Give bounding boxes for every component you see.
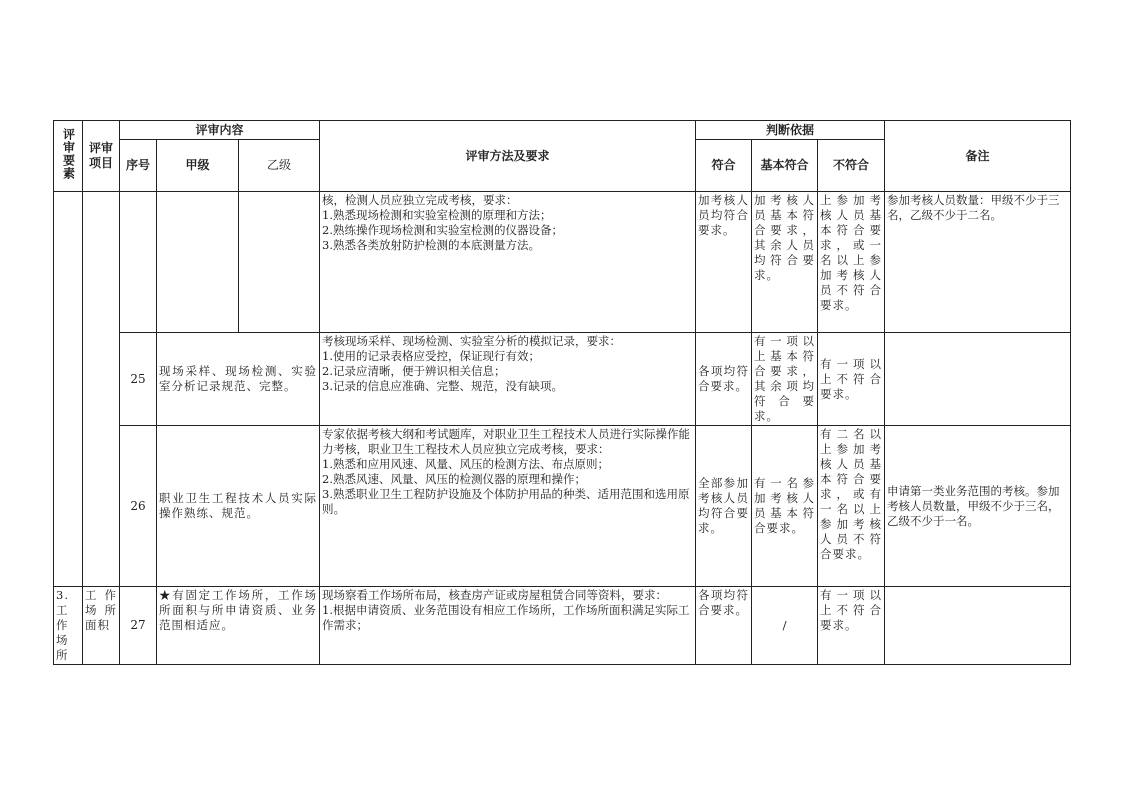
jiben-cell: 有一项以上基本符合要求，其余项均符合要求。 [752, 333, 818, 426]
method-cell: 核，检测人员应独立完成考核，要求： 1.熟悉现场检测和实验室检测的原理和方法； 2.熟练操作现场检测和实验室检测的仪器设备； 3.熟悉各类放射防护检测的本底测量方法。 [320, 192, 696, 333]
element-cell [54, 192, 83, 587]
bufuhe-cell: 有一项以上不符合要求。 [818, 333, 885, 426]
header-jiben: 基本符合 [752, 140, 818, 192]
header-fuhe: 符合 [696, 140, 752, 192]
jia-cell [157, 192, 239, 333]
review-table [53, 120, 1071, 665]
remark-cell [885, 587, 1071, 665]
remark-cell: 参加考核人员数量：甲级不少于三名，乙级不少于二名。 [885, 192, 1071, 333]
element-cell: 3.工作场所 [54, 587, 83, 665]
remark-cell: 申请第一类业务范围的考核。参加考核人员数量，甲级不少于三名，乙级不少于一名。 [885, 426, 1071, 587]
seq-cell: 25 [120, 333, 157, 426]
header-item: 评审项目 [83, 121, 120, 192]
header-seq: 序号 [120, 140, 157, 192]
jia-cell: 职业卫生工程技术人员实际操作熟练、规范。 [157, 426, 320, 587]
header-element: 评审要素 [54, 121, 83, 192]
fuhe-cell: 全部参加考核人员均符合要求。 [696, 426, 752, 587]
jiben-cell: / [752, 587, 818, 665]
jia-cell: 现场采样、现场检测、实验室分析记录规范、完整。 [157, 333, 320, 426]
bufuhe-cell: 上参加考核人员基本符合要求，或一名以上参加考核人员不符合要求。 [818, 192, 885, 333]
yi-cell [239, 192, 320, 333]
header-remark: 备注 [885, 121, 1071, 192]
bufuhe-cell: 有一项以上不符合要求。 [818, 587, 885, 665]
table-row [54, 333, 1071, 426]
item-cell: 工作场所面积 [83, 587, 120, 665]
remark-cell [885, 333, 1071, 426]
table-row [54, 192, 1071, 333]
jiben-cell: 有一名参加考核人员基本符合要求。 [752, 426, 818, 587]
fuhe-cell: 各项均符合要求。 [696, 587, 752, 665]
header-jia: 甲级 [157, 140, 239, 192]
seq-cell: 27 [120, 587, 157, 665]
jia-cell: ★有固定工作场所，工作场所面积与所申请资质、业务范围相适应。 [157, 587, 320, 665]
item-cell [83, 192, 120, 587]
seq-cell: 26 [120, 426, 157, 587]
table-row [54, 426, 1071, 587]
fuhe-cell: 加考核人员均符合要求。 [696, 192, 752, 333]
seq-cell [120, 192, 157, 333]
method-cell: 考核现场采样、现场检测、实验室分析的模拟记录，要求： 1.使用的记录表格应受控，保证现行有效； 2.记录应清晰，便于辨识相关信息； 3.记录的信息应准确、完整、规范，没有缺项。 [320, 333, 696, 426]
header-method: 评审方法及要求 [320, 121, 696, 192]
method-cell: 现场察看工作场所布局，核查房产证或房屋租赁合同等资料，要求： 1.根据申请资质、业务范围设有相应工作场所，工作场所面积满足实际工作需求； [320, 587, 696, 665]
header-basis-group: 判断依据 [696, 121, 885, 140]
header-content-group: 评审内容 [120, 121, 320, 140]
header-yi: 乙级 [239, 140, 320, 192]
bufuhe-cell: 有二名以上参加考核人员基本符合要求，或有一名以上参加考核人员不符合要求。 [818, 426, 885, 587]
fuhe-cell: 各项均符合要求。 [696, 333, 752, 426]
header-row-1 [54, 121, 1071, 140]
method-cell: 专家依据考核大纲和考试题库，对职业卫生工程技术人员进行实际操作能力考核，职业卫生工程技术人员应独立完成考核，要求： 1.熟悉和应用风速、风量、风压的检测方法、布点原则； 2.熟悉风速、风量、风压的检测仪器的原理和操作； 3.熟悉职业卫生工程防护设施及个体防护用品的种类、适用范围和选用原则。 [320, 426, 696, 587]
header-bufuhe: 不符合 [818, 140, 885, 192]
table-row [54, 587, 1071, 665]
jiben-cell: 加考核人员基本符合要求，其余人员均符合要求。 [752, 192, 818, 333]
